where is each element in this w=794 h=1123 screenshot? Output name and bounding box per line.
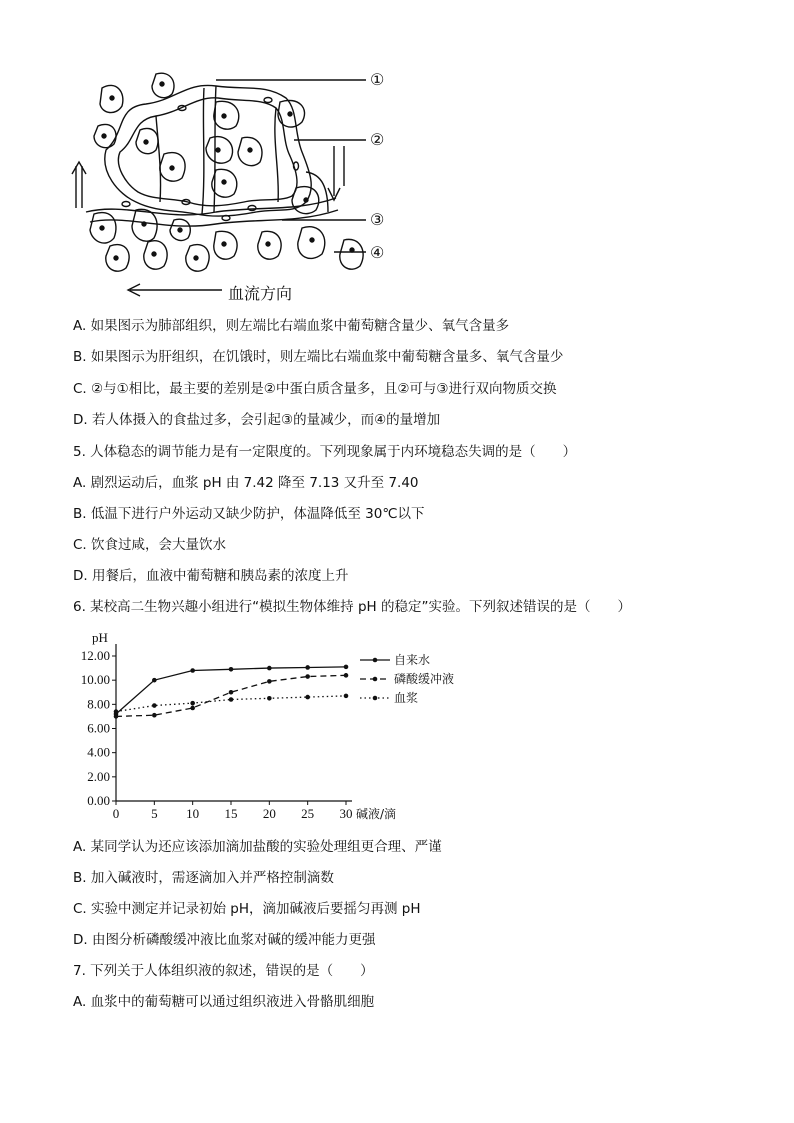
data-point <box>229 667 234 672</box>
x-tick-label: 30 <box>339 806 353 821</box>
q5-stem: 5. 人体稳态的调节能力是有一定限度的。下列现象属于内环境稳态失调的是（ ） <box>73 444 577 460</box>
legend-marker-0 <box>373 658 378 663</box>
q6-option-d: D. 由图分析磷酸缓冲液比血浆对碱的缓冲能力更强 <box>73 932 376 948</box>
x-tick-label: 15 <box>224 806 238 821</box>
legend-marker-2 <box>373 696 378 701</box>
data-point <box>152 703 157 708</box>
data-point <box>152 678 157 683</box>
x-tick-label: 25 <box>301 806 315 821</box>
data-point <box>344 673 349 678</box>
y-tick-label: 6.00 <box>87 720 110 736</box>
x-tick-label: 10 <box>186 806 200 821</box>
x-tick-label: 0 <box>112 806 120 821</box>
q6-option-a: A. 某同学认为还应该添加滴加盐酸的实验处理组更合理、严谨 <box>73 839 442 855</box>
label-2: ② <box>370 130 385 149</box>
data-point <box>114 709 119 714</box>
legend-label-2: 血浆 <box>394 691 419 705</box>
data-point <box>190 701 195 706</box>
legend-label-0: 自来水 <box>394 653 431 667</box>
q5-option-a: A. 剧烈运动后，血浆 pH 由 7.42 降至 7.13 又升至 7.40 <box>73 475 419 491</box>
q6-option-b: B. 加入碱液时，需逐滴加入并严格控制滴数 <box>73 870 334 886</box>
data-point <box>267 679 272 684</box>
y-axis-label: pH <box>92 632 108 645</box>
y-tick-label: 0.00 <box>87 793 110 808</box>
legend-marker-1 <box>373 677 378 682</box>
q5-option-d: D. 用餐后，血液中葡萄糖和胰岛素的浓度上升 <box>73 568 349 584</box>
q4-option-a: A. 如果图示为肺部组织，则左端比右端血浆中葡萄糖含量少、氧气含量多 <box>73 318 510 334</box>
q4-option-c: C. ②与①相比，最主要的差别是②中蛋白质含量多，且②可与③进行双向物质交换 <box>73 381 557 397</box>
chart-axes <box>81 632 396 821</box>
y-tick-label: 2.00 <box>87 768 110 784</box>
flow-direction-label: 血流方向 <box>228 284 293 303</box>
legend-label-1: 磷酸缓冲液 <box>394 672 455 686</box>
ph-line-chart <box>70 632 470 824</box>
tissue-diagram <box>66 62 406 306</box>
label-1: ① <box>370 70 385 89</box>
series-line-1 <box>116 675 346 716</box>
x-tick-label: 20 <box>262 806 276 821</box>
data-point <box>267 666 272 671</box>
data-point <box>114 714 119 719</box>
data-point <box>344 665 349 670</box>
q7-stem: 7. 下列关于人体组织液的叙述，错误的是（ ） <box>73 963 374 979</box>
chart-series <box>114 665 349 719</box>
q5-option-b: B. 低温下进行户外运动又缺少防护，体温降低至 30℃以下 <box>73 506 425 522</box>
x-tick-label: 5 <box>151 806 158 821</box>
q4-option-d: D. 若人体摄入的食盐过多，会引起③的量减少，而④的量增加 <box>73 412 441 428</box>
data-point <box>344 694 349 699</box>
q6-option-c: C. 实验中测定并记录初始 pH，滴加碱液后要摇匀再测 pH <box>73 901 421 917</box>
y-tick-label: 4.00 <box>87 744 110 760</box>
q5-option-c: C. 饮食过咸，会大量饮水 <box>73 537 227 553</box>
y-tick-label: 12.00 <box>80 648 110 663</box>
data-point <box>152 713 157 718</box>
label-4: ④ <box>370 243 385 262</box>
data-point <box>305 674 310 679</box>
label-3: ③ <box>370 210 385 229</box>
x-axis-label: 碱液/滴 <box>356 807 397 821</box>
q4-option-b: B. 如果图示为肝组织，在饥饿时，则左端比右端血浆中葡萄糖含量多、氧气含量少 <box>73 349 564 365</box>
data-point <box>267 696 272 701</box>
chart-legend <box>360 652 454 705</box>
data-point <box>190 706 195 711</box>
data-point <box>229 690 234 695</box>
q7-option-a: A. 血浆中的葡萄糖可以通过组织液进入骨骼肌细胞 <box>73 994 375 1010</box>
y-tick-label: 10.00 <box>80 672 110 688</box>
data-point <box>229 697 234 702</box>
data-point <box>190 668 195 673</box>
q6-stem: 6. 某校高二生物兴趣小组进行“模拟生物体维持 pH 的稳定”实验。下列叙述错误的是（ ） <box>73 599 631 615</box>
data-point <box>305 665 310 670</box>
data-point <box>305 695 310 700</box>
y-tick-label: 8.00 <box>87 696 110 712</box>
